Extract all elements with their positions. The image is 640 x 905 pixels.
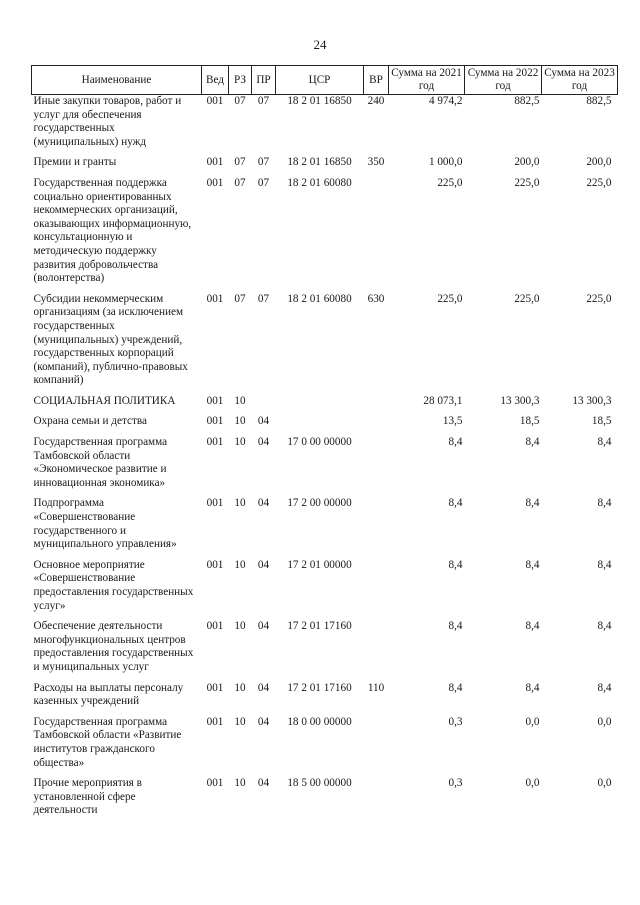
row-vr (364, 716, 389, 777)
row-rz: 10 (234, 681, 246, 694)
row-name: Государственная поддержка социально ориентированных некоммерческих организаций, оказывающих информационную, консультационную и методическую поддержку развития добровольчества (волонтерства) (33, 176, 192, 285)
row-sum-2023: 8,4 (597, 558, 612, 571)
row-ved: 001 (206, 436, 224, 449)
table-row (32, 293, 618, 395)
row-name: Подпрограмма «Совершенствование государственного и муниципального управления» (33, 497, 177, 551)
row-sum-2023: 882,5 (586, 95, 612, 107)
row-ved: 001 (206, 558, 224, 571)
row-sum-2023: 18,5 (591, 415, 612, 428)
row-csr (276, 395, 364, 416)
row-csr: 17 2 01 17160 (287, 620, 352, 633)
row-sum-2021: 8,4 (448, 497, 463, 510)
row-vr: 110 (367, 681, 385, 694)
row-sum-2021: 8,4 (448, 436, 463, 449)
row-vr (364, 497, 389, 558)
row-sum-2022: 13 300,3 (500, 394, 540, 407)
row-pr: 07 (257, 156, 270, 169)
table-row (32, 559, 618, 620)
row-rz: 10 (234, 777, 246, 790)
col-header-pr: ПР (252, 66, 276, 95)
table-row (32, 497, 618, 558)
row-ved: 001 (206, 415, 224, 428)
row-rz: 07 (234, 292, 246, 305)
row-csr: 17 2 00 00000 (287, 497, 352, 510)
row-ved: 001 (206, 292, 224, 305)
row-csr: 17 2 01 17160 (287, 681, 352, 694)
row-pr: 07 (257, 95, 270, 107)
row-name: Государственная программа Тамбовской области «Экономическое развитие и инновационная экономика» (33, 436, 168, 489)
row-sum-2021: 1 000,0 (428, 156, 463, 169)
row-name: Государственная программа Тамбовской области «Развитие институтов гражданского общества» (33, 715, 182, 769)
table-body (32, 95, 618, 825)
col-header-vr: ВР (364, 66, 389, 95)
row-ved: 001 (206, 497, 224, 510)
row-pr: 04 (257, 715, 270, 728)
table-row (32, 682, 618, 716)
row-vr: 240 (367, 95, 385, 107)
col-header-sum-2021: Сумма на 2021 год (389, 66, 465, 95)
table-row (32, 716, 618, 777)
row-sum-2022: 225,0 (514, 176, 540, 189)
row-name: Обеспечение деятельности многофункциональных центров предоставления государственных и муниципальных услуг (33, 620, 194, 673)
row-vr (364, 177, 389, 293)
row-sum-2023: 13 300,3 (572, 394, 612, 407)
row-sum-2021: 225,0 (437, 292, 463, 305)
row-ved: 001 (206, 95, 224, 107)
row-sum-2022: 18,5 (519, 415, 540, 428)
row-ved: 001 (206, 394, 224, 407)
row-sum-2023: 8,4 (597, 681, 612, 694)
row-rz: 07 (234, 95, 246, 107)
row-sum-2022: 200,0 (514, 156, 540, 169)
row-csr (276, 415, 364, 436)
row-vr: 630 (367, 292, 385, 305)
table-row (32, 436, 618, 497)
page-number: 24 (313, 37, 327, 52)
row-pr: 04 (257, 497, 270, 510)
row-rz: 10 (234, 415, 246, 428)
table-row (32, 95, 618, 157)
budget-table (31, 65, 618, 825)
row-sum-2022: 0,0 (525, 715, 540, 728)
row-ved: 001 (206, 777, 224, 790)
row-csr: 18 5 00 00000 (287, 777, 352, 790)
row-sum-2022: 8,4 (525, 558, 540, 571)
row-ved: 001 (206, 620, 224, 633)
row-sum-2021: 8,4 (448, 620, 463, 633)
row-vr (364, 436, 389, 497)
row-csr: 17 2 01 00000 (287, 558, 352, 571)
row-name: Иные закупки товаров, работ и услуг для обеспечения государственных (муниципальных) нужд (33, 95, 182, 148)
table-row (32, 156, 618, 177)
row-rz: 07 (234, 156, 246, 169)
col-header-ved: Вед (202, 66, 229, 95)
row-csr: 18 0 00 00000 (287, 715, 352, 728)
row-pr: 04 (257, 415, 270, 428)
row-sum-2021: 8,4 (448, 558, 463, 571)
col-header-rz: РЗ (229, 66, 252, 95)
row-sum-2023: 8,4 (597, 620, 612, 633)
row-sum-2022: 8,4 (525, 497, 540, 510)
row-sum-2023: 8,4 (597, 497, 612, 510)
row-name: Прочие мероприятия в установленной сфере деятельности (33, 777, 142, 817)
row-name: Расходы на выплаты персоналу казенных учреждений (33, 681, 184, 708)
row-name: Охрана семьи и детства (33, 415, 147, 428)
row-vr: 350 (367, 156, 385, 169)
table-row (32, 620, 618, 681)
row-sum-2021: 225,0 (437, 176, 463, 189)
row-sum-2021: 13,5 (442, 415, 463, 428)
row-csr: 18 2 01 60080 (287, 292, 352, 305)
row-vr (364, 559, 389, 620)
row-rz: 10 (234, 715, 246, 728)
row-name: Субсидии некоммерческим организациям (за исключением государственных (муниципальных) учреждений, государственных корпораций (компаний), публично-правовых компаний) (33, 292, 188, 387)
row-csr: 17 0 00 00000 (287, 436, 352, 449)
row-sum-2023: 0,0 (597, 777, 612, 790)
row-csr: 18 2 01 60080 (287, 176, 352, 189)
row-sum-2023: 225,0 (586, 176, 612, 189)
row-sum-2021: 8,4 (448, 681, 463, 694)
table-row (32, 415, 618, 436)
row-sum-2023: 0,0 (597, 715, 612, 728)
row-pr: 04 (257, 620, 270, 633)
col-header-sum-2023: Сумма на 2023 год (542, 66, 618, 95)
row-csr: 18 2 01 16850 (287, 95, 352, 107)
row-vr (364, 395, 389, 416)
col-header-sum-2022: Сумма на 2022 год (465, 66, 542, 95)
row-vr (364, 620, 389, 681)
row-name: Премии и гранты (33, 156, 117, 169)
row-sum-2021: 0,3 (448, 777, 463, 790)
row-vr (364, 415, 389, 436)
row-sum-2022: 8,4 (525, 620, 540, 633)
row-pr: 04 (257, 558, 270, 571)
row-pr: 04 (257, 681, 270, 694)
row-rz: 10 (234, 558, 246, 571)
row-ved: 001 (206, 176, 224, 189)
table-row (32, 177, 618, 293)
row-pr: 07 (257, 292, 270, 305)
row-sum-2021: 0,3 (448, 715, 463, 728)
header-row (32, 66, 618, 95)
row-sum-2021: 4 974,2 (428, 95, 463, 107)
row-vr (364, 777, 389, 825)
col-header-name: Наименование (32, 66, 202, 95)
row-sum-2022: 8,4 (525, 681, 540, 694)
row-sum-2022: 882,5 (514, 95, 540, 107)
table-row (32, 395, 618, 416)
table-row (32, 777, 618, 825)
row-name: Основное мероприятие «Совершенствование предоставления государственных услуг» (33, 558, 194, 612)
row-pr (252, 395, 276, 416)
row-rz: 10 (234, 394, 246, 407)
row-csr: 18 2 01 16850 (287, 156, 352, 169)
row-ved: 001 (206, 681, 224, 694)
row-sum-2022: 8,4 (525, 436, 540, 449)
row-sum-2023: 8,4 (597, 436, 612, 449)
row-rz: 10 (234, 497, 246, 510)
row-rz: 07 (234, 176, 246, 189)
row-rz: 10 (234, 436, 246, 449)
row-sum-2022: 0,0 (525, 777, 540, 790)
col-header-csr: ЦСР (276, 66, 364, 95)
row-pr: 04 (257, 436, 270, 449)
row-ved: 001 (206, 715, 224, 728)
row-sum-2021: 28 073,1 (423, 394, 463, 407)
row-sum-2022: 225,0 (514, 292, 540, 305)
row-name: СОЦИАЛЬНАЯ ПОЛИТИКА (33, 394, 176, 407)
row-pr: 04 (257, 777, 270, 790)
row-rz: 10 (234, 620, 246, 633)
row-pr: 07 (257, 176, 270, 189)
row-ved: 001 (206, 156, 224, 169)
row-sum-2023: 225,0 (586, 292, 612, 305)
row-sum-2023: 200,0 (586, 156, 612, 169)
